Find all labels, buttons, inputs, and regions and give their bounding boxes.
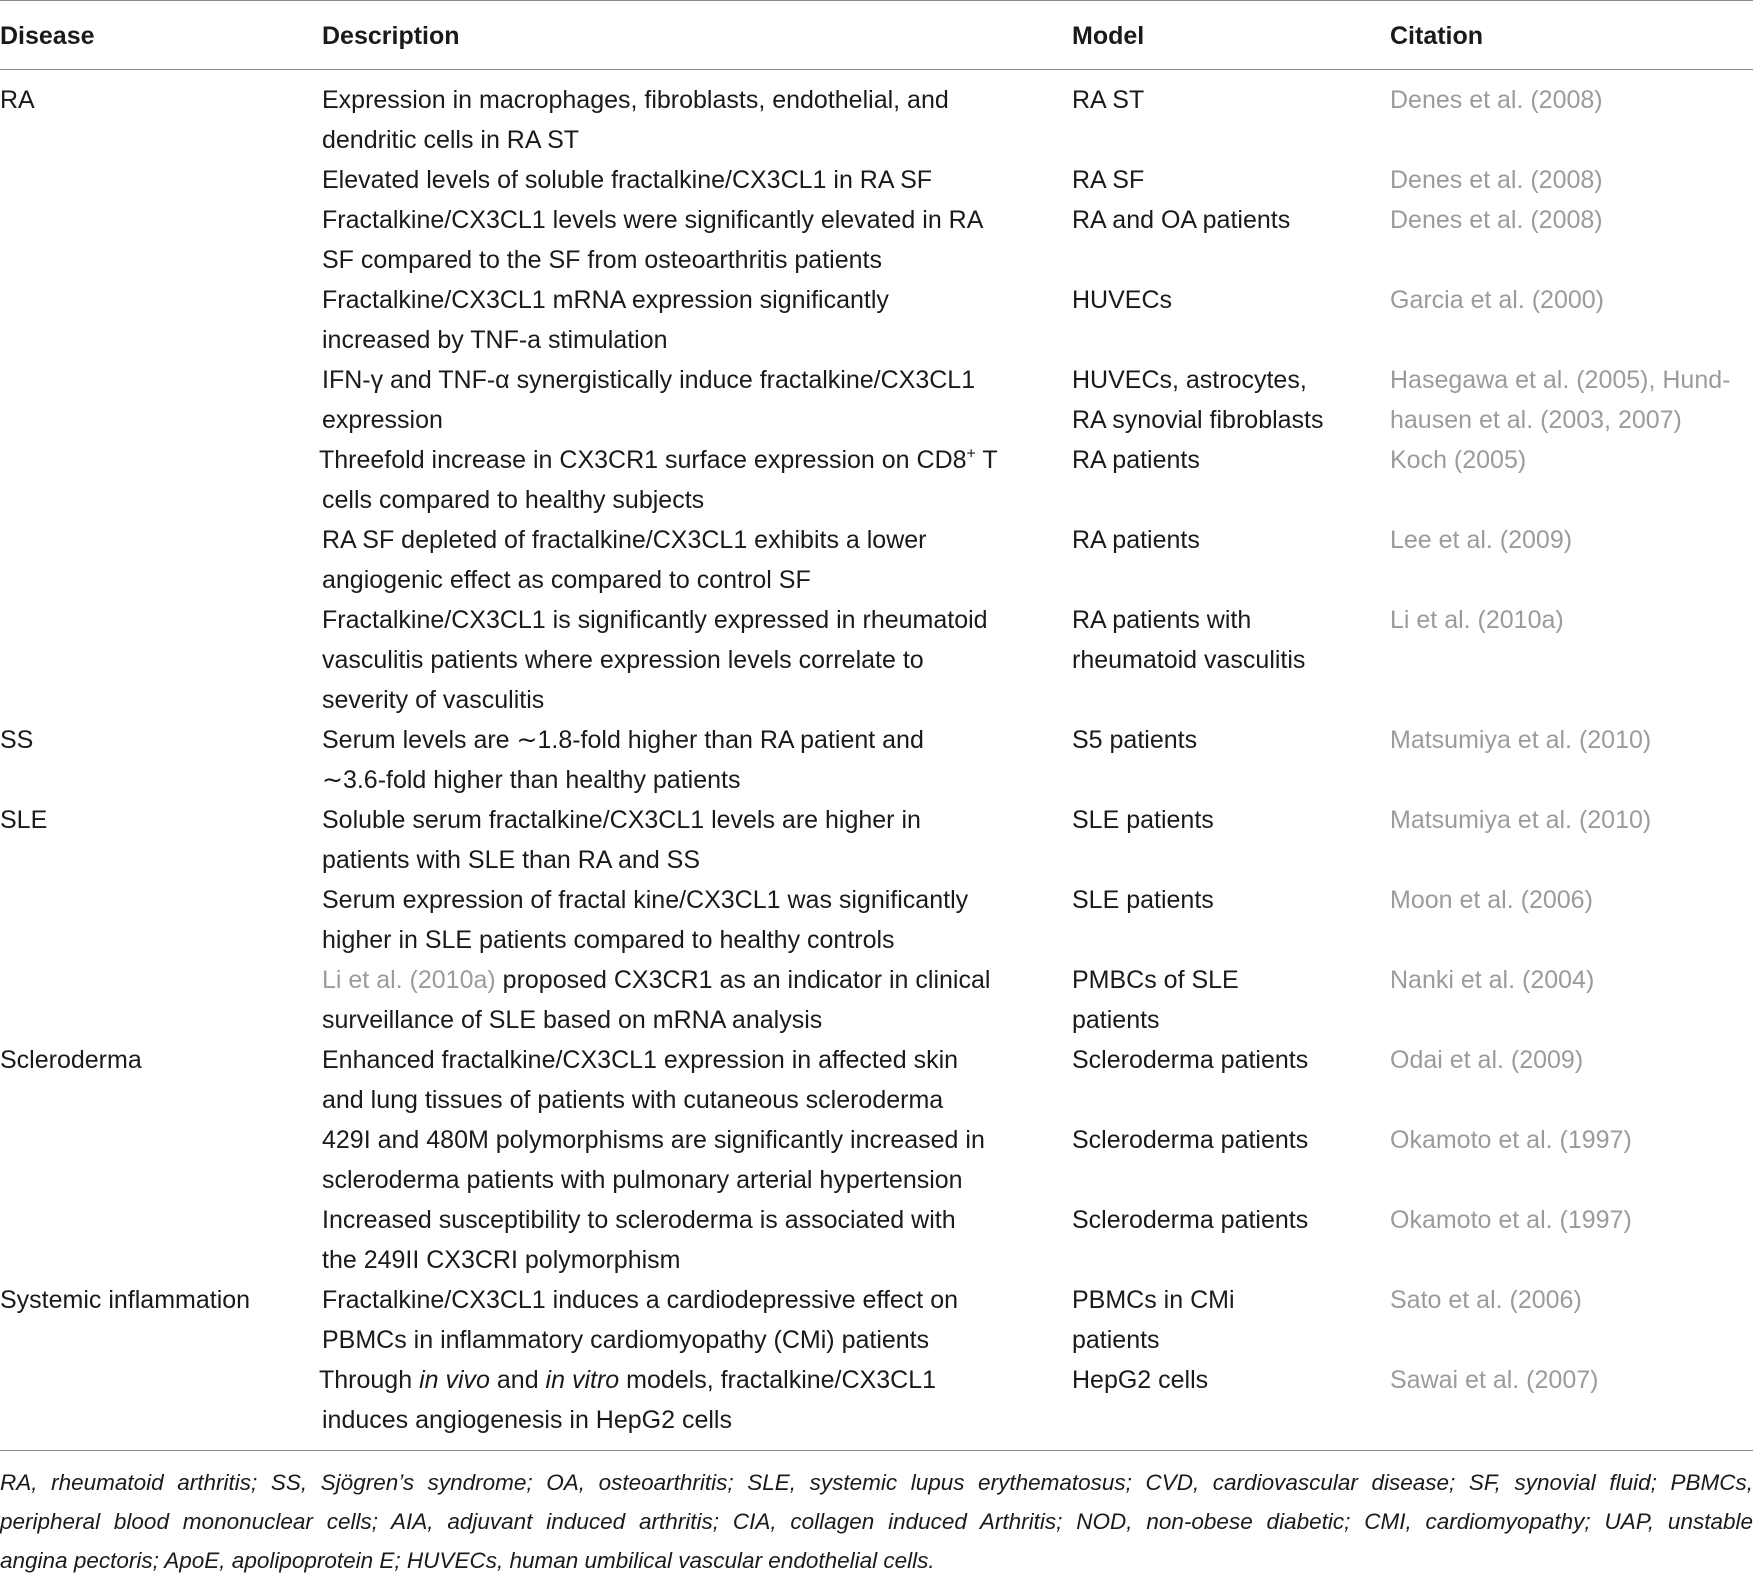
citation-link[interactable]: Hasegawa et al. (2005), Hund- [1390, 366, 1731, 394]
desc-line: IFN-γ and TNF-α synergistically induce fractalkine/CX3CL1 [322, 366, 976, 394]
table-row [0, 1120, 1753, 1200]
model-line: patients [1072, 1326, 1160, 1354]
model-line: Scleroderma patients [1072, 1046, 1309, 1074]
cell-description [322, 1040, 1022, 1120]
desc-line: increased by TNF-a stimulation [322, 326, 668, 354]
desc-text: models, fractalkine/CX3CL1 [619, 1366, 936, 1394]
desc-line: Serum expression of fractal kine/CX3CL1 was significantly [322, 886, 969, 914]
cell-citation[interactable] [1390, 160, 1753, 200]
citation-link[interactable]: Okamoto et al. (1997) [1390, 1126, 1632, 1154]
header-citation: Citation [1390, 22, 1484, 50]
cell-model [1072, 1200, 1372, 1240]
cell-citation[interactable] [1390, 1120, 1753, 1160]
desc-line: ∼3.6-fold higher than healthy patients [322, 766, 741, 794]
cell-model [1072, 600, 1372, 680]
citation-link[interactable]: Denes et al. (2008) [1390, 206, 1603, 234]
table-row [0, 1360, 1753, 1440]
model-line: HUVECs, astrocytes, [1072, 366, 1307, 394]
desc-line: scleroderma patients with pulmonary arterial hypertension [322, 1166, 963, 1194]
cell-disease: Scleroderma [0, 1046, 142, 1074]
cell-citation[interactable] [1390, 280, 1753, 320]
cell-description [319, 440, 1019, 520]
desc-italic: in vitro [545, 1366, 620, 1394]
model-line: S5 patients [1072, 726, 1198, 754]
desc-line: vasculitis patients where expression levels correlate to [322, 646, 924, 674]
desc-line: PBMCs in inflammatory cardiomyopathy (CMi) patients [322, 1326, 930, 1354]
superscript-plus: + [966, 445, 976, 463]
desc-line: Serum levels are ∼1.8-fold higher than RA patient and [322, 726, 924, 754]
citation-link[interactable]: Moon et al. (2006) [1390, 886, 1593, 914]
desc-line: SF compared to the SF from osteoarthritis patients [322, 246, 882, 274]
desc-line: 429I and 480M polymorphisms are significantly increased in [322, 1126, 985, 1154]
citation-link[interactable]: Denes et al. (2008) [1390, 166, 1603, 194]
cell-disease: SS [0, 726, 34, 754]
desc-line: higher in SLE patients compared to healthy controls [322, 926, 895, 954]
model-line: RA ST [1072, 86, 1145, 114]
desc-line: cells compared to healthy subjects [322, 486, 705, 514]
citation-link[interactable]: hausen et al. (2003, 2007) [1390, 406, 1682, 434]
table-row [0, 280, 1753, 360]
model-line: HepG2 cells [1072, 1366, 1209, 1394]
table-row [0, 1280, 1753, 1360]
desc-text: and [489, 1366, 546, 1394]
table-row [0, 720, 1753, 800]
table-footnote [0, 1463, 1753, 1580]
cell-citation[interactable] [1390, 720, 1753, 760]
model-line: RA patients with [1072, 606, 1252, 634]
cell-description [322, 720, 1022, 800]
table-row [0, 880, 1753, 960]
model-line: Scleroderma patients [1072, 1126, 1309, 1154]
citation-link[interactable]: Denes et al. (2008) [1390, 86, 1603, 114]
cell-citation[interactable] [1390, 1200, 1753, 1240]
desc-line: severity of vasculitis [322, 686, 545, 714]
cell-citation[interactable] [1390, 880, 1753, 920]
desc-line: surveillance of SLE based on mRNA analysis [322, 1006, 823, 1034]
cell-description [322, 200, 1022, 280]
cell-citation[interactable] [1390, 1040, 1753, 1080]
cell-model [1072, 1120, 1372, 1160]
cell-model [1072, 1040, 1372, 1080]
cell-disease: RA [0, 86, 35, 114]
citation-link[interactable]: Sato et al. (2006) [1390, 1286, 1582, 1314]
cell-citation[interactable] [1390, 200, 1753, 240]
desc-line: Elevated levels of soluble fractalkine/CX3CL1 in RA SF [322, 166, 933, 194]
cell-model [1072, 80, 1372, 120]
desc-line: RA SF depleted of fractalkine/CX3CL1 exhibits a lower [322, 526, 927, 554]
citation-link[interactable]: Matsumiya et al. (2010) [1390, 806, 1652, 834]
cell-model [1072, 160, 1372, 200]
desc-text: Threefold increase in CX3CR1 surface expression on CD8 [319, 446, 967, 474]
desc-line [319, 440, 1019, 480]
desc-line: angiogenic effect as compared to control SF [322, 566, 811, 594]
footnote-line: angina pectoris; ApoE, apolipoprotein E; HUVECs, human umbilical vascular endothelial cells. [0, 1548, 935, 1573]
citation-link[interactable]: Matsumiya et al. (2010) [1390, 726, 1652, 754]
cell-disease: Systemic inflammation [0, 1286, 251, 1314]
cell-description [322, 960, 1022, 1040]
desc-line: expression [322, 406, 443, 434]
cell-description [322, 360, 1022, 440]
citation-link[interactable]: Koch (2005) [1390, 446, 1527, 474]
cell-citation[interactable] [1390, 520, 1753, 560]
cell-model [1072, 800, 1372, 840]
desc-italic: in vivo [419, 1366, 490, 1394]
table-row [0, 600, 1753, 720]
desc-text: proposed CX3CR1 as an indicator in clinical [495, 966, 991, 994]
table-row [0, 160, 1753, 200]
table-header-rule [0, 69, 1753, 70]
cell-disease: SLE [0, 806, 48, 834]
model-line: RA patients [1072, 446, 1200, 474]
desc-line: Fractalkine/CX3CL1 mRNA expression significantly [322, 286, 889, 314]
cell-description [322, 1280, 1022, 1360]
cell-model [1072, 200, 1372, 240]
desc-line: Fractalkine/CX3CL1 levels were significantly elevated in RA [322, 206, 984, 234]
cell-citation[interactable] [1390, 1280, 1753, 1320]
cell-citation[interactable] [1390, 360, 1753, 440]
table-row [0, 520, 1753, 600]
cell-model [1072, 440, 1372, 480]
header-model: Model [1072, 22, 1145, 50]
table-row [0, 440, 1753, 520]
table-row [0, 960, 1753, 1040]
table-bottom-rule [0, 1450, 1753, 1451]
desc-line: Expression in macrophages, fibroblasts, endothelial, and [322, 86, 949, 114]
citation-link[interactable]: Sawai et al. (2007) [1390, 1366, 1599, 1394]
cell-citation[interactable] [1390, 1360, 1753, 1400]
cell-description [319, 1360, 1019, 1440]
cell-model [1072, 1360, 1372, 1400]
model-line: PMBCs of SLE [1072, 966, 1239, 994]
header-description: Description [322, 22, 460, 50]
desc-line [319, 1360, 1019, 1400]
cell-citation[interactable] [1390, 600, 1753, 640]
desc-text: Through [319, 1366, 420, 1394]
model-line: SLE patients [1072, 886, 1214, 914]
cell-description [322, 80, 1022, 160]
table-body [0, 80, 1753, 1440]
table-row [0, 1200, 1753, 1280]
cell-description [322, 1200, 1022, 1280]
model-line: RA SF [1072, 166, 1145, 194]
cell-citation[interactable] [1390, 440, 1753, 480]
desc-line: the 249II CX3CRI polymorphism [322, 1246, 681, 1274]
desc-line [322, 960, 1022, 1000]
cell-citation[interactable] [1390, 800, 1753, 840]
cell-model [1072, 960, 1372, 1040]
desc-line: Enhanced fractalkine/CX3CL1 expression in affected skin [322, 1046, 959, 1074]
desc-line: patients with SLE than RA and SS [322, 846, 701, 874]
cell-description [322, 160, 1022, 200]
model-line: HUVECs [1072, 286, 1173, 314]
model-line: RA patients [1072, 526, 1200, 554]
citation-link[interactable]: Nanki et al. (2004) [1390, 966, 1595, 994]
cell-description [322, 800, 1022, 880]
desc-line: dendritic cells in RA ST [322, 126, 580, 154]
table-top-rule [0, 0, 1753, 1]
cell-model [1072, 720, 1372, 760]
cell-model [1072, 520, 1372, 560]
footnote-line: RA, rheumatoid arthritis; SS, Sjögren’s syndrome; OA, osteoarthritis; SLE, systemic lupus erythematosus; CVD, cardiovascular disease; SF, synovial fluid; PBMCs, [0, 1470, 1753, 1495]
footnote-line: peripheral blood mononuclear cells; AIA, adjuvant induced arthritis; CIA, collagen induced Arthritis; NOD, non-obese diabetic; CMI, cardiomyopathy; UAP, unstable [0, 1509, 1753, 1534]
citation-link[interactable]: Okamoto et al. (1997) [1390, 1206, 1632, 1234]
desc-line: Increased susceptibility to scleroderma is associated with [322, 1206, 956, 1234]
cell-model [1072, 880, 1372, 920]
model-line: rheumatoid vasculitis [1072, 646, 1306, 674]
header-disease: Disease [0, 22, 95, 50]
citation-link[interactable]: Lee et al. (2009) [1390, 526, 1573, 554]
table-row [0, 200, 1753, 280]
desc-line: Fractalkine/CX3CL1 is significantly expressed in rheumatoid [322, 606, 988, 634]
table-row [0, 360, 1753, 440]
cell-citation[interactable] [1390, 960, 1753, 1000]
cell-description [322, 880, 1022, 960]
cell-citation[interactable] [1390, 80, 1753, 120]
desc-line: Soluble serum fractalkine/CX3CL1 levels are higher in [322, 806, 921, 834]
desc-text: T [975, 446, 998, 474]
model-line: PBMCs in CMi [1072, 1286, 1235, 1314]
desc-line: and lung tissues of patients with cutaneous scleroderma [322, 1086, 944, 1114]
citation-link[interactable]: Odai et al. (2009) [1390, 1046, 1584, 1074]
desc-line: Fractalkine/CX3CL1 induces a cardiodepressive effect on [322, 1286, 958, 1314]
cell-description [322, 520, 1022, 600]
cell-model [1072, 280, 1372, 320]
model-line: SLE patients [1072, 806, 1214, 834]
cell-model [1072, 1280, 1372, 1360]
cell-description [322, 600, 1022, 720]
table-row [0, 800, 1753, 880]
model-line: patients [1072, 1006, 1160, 1034]
cell-description [322, 280, 1022, 360]
cell-description [322, 1120, 1022, 1200]
citation-link[interactable]: Garcia et al. (2000) [1390, 286, 1604, 314]
table-header-row [0, 16, 1753, 56]
model-line: RA synovial fibroblasts [1072, 406, 1324, 434]
table-row [0, 1040, 1753, 1120]
model-line: RA and OA patients [1072, 206, 1291, 234]
model-line: Scleroderma patients [1072, 1206, 1309, 1234]
inline-citation-link[interactable]: Li et al. (2010a) [322, 966, 496, 994]
desc-line: induces angiogenesis in HepG2 cells [322, 1406, 732, 1434]
citation-link[interactable]: Li et al. (2010a) [1390, 606, 1564, 634]
cell-model [1072, 360, 1372, 440]
table-row [0, 80, 1753, 160]
